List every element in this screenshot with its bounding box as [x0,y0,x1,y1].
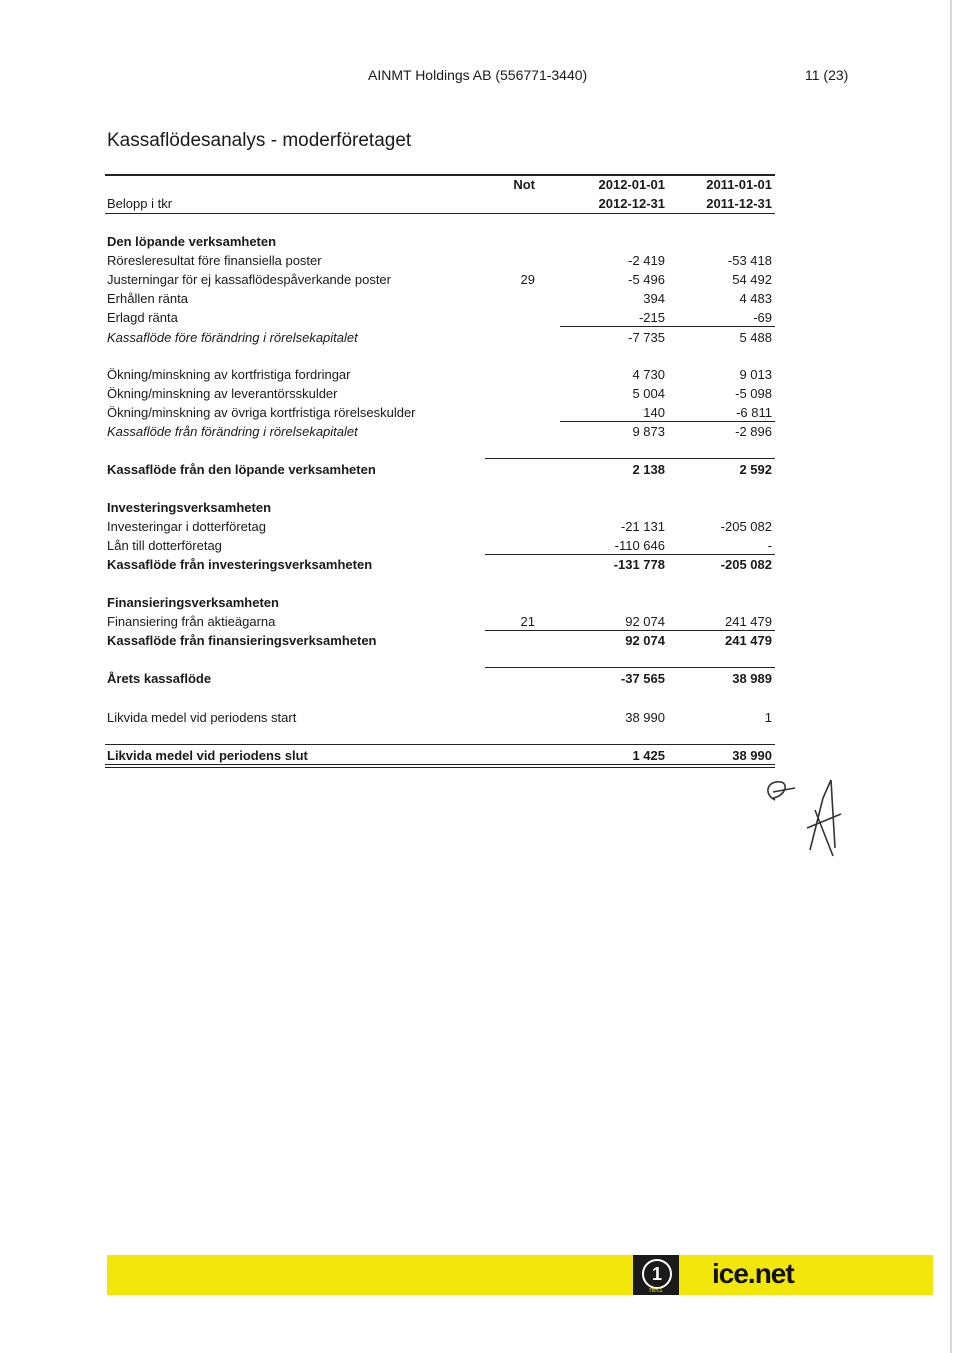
row-value-2011: 5 488 [739,330,772,345]
title-rule [105,174,775,176]
total-rule [105,744,775,745]
row-value-2011: -205 082 [720,519,772,534]
net1-logo [633,1255,679,1295]
row-label: Ökning/minskning av övriga kortfristiga rörelseskulder [107,405,416,420]
row-value-2012: -21 131 [620,519,665,534]
net1-logo-caption: net1 [649,1287,663,1294]
row-label: Kassaflöde från den löpande verksamheten [107,462,376,477]
row-value-2012: -215 [638,310,665,325]
col1-from: 2012-01-01 [598,177,665,192]
page-number: 11 (23) [805,67,849,83]
col2-to: 2011-12-31 [706,196,772,211]
row-label: Likvida medel vid periodens slut [107,748,308,763]
row-value-2012: -37 565 [620,671,665,686]
row-value-2012: 92 074 [625,633,665,648]
row-value-2011: 54 492 [732,272,772,287]
row-label: Kassaflöde från förändring i rörelsekapitalet [107,424,358,439]
icenet-logo: ice.net [712,1258,794,1289]
row-label: Kassaflöde från finansieringsverksamheten [107,633,377,648]
page-edge [950,0,952,1353]
row-value-2012: 5 004 [632,386,665,401]
subtotal-rule [485,630,775,631]
row-label: Justerningar för ej kassaflödespåverkande poster [107,272,391,287]
row-value-2012: 1 425 [632,748,665,763]
row-value-2012: -5 496 [628,272,665,287]
row-value-2012: 394 [643,291,665,306]
amount-label: Belopp i tkr [107,196,173,211]
row-value-2011: 241 479 [725,633,772,648]
subtotal-rule [560,326,775,327]
row-label: Årets kassaflöde [107,671,212,686]
row-label: Likvida medel vid periodens start [107,710,297,725]
total-rule [485,458,775,459]
row-value-2012: -110 646 [614,538,665,553]
row-value-2012: 92 074 [625,614,665,629]
row-label: Erhållen ränta [107,291,188,306]
col1-to: 2012-12-31 [598,196,665,211]
col2-from: 2011-01-01 [706,177,772,192]
row-label: Röresleresultat före finansiella poster [107,253,322,268]
net1-logo-number: 1 [642,1259,672,1289]
row-value-2012: 38 990 [625,710,665,725]
header-rule [105,213,775,214]
row-label: Ökning/minskning av kortfristiga fordringar [107,367,351,382]
row-label: Lån till dotterföretag [107,538,222,553]
row-value-2011: -205 082 [720,557,772,572]
section-heading: Finansieringsverksamheten [107,595,279,610]
row-label: Ökning/minskning av leverantörsskulder [107,386,338,401]
subtotal-rule [560,421,775,422]
row-value-2011: -2 896 [735,424,772,439]
note-column-header: Not [513,177,535,192]
row-label: Investeringar i dotterföretag [107,519,266,534]
company-header: AINMT Holdings AB (556771-3440) [368,67,588,83]
total-rule [485,667,775,668]
row-value-2011: - [767,538,772,553]
row-value-2011: 2 592 [739,462,772,477]
row-value-2011: 38 990 [732,748,772,763]
row-value-2012: 140 [643,405,665,420]
row-value-2011: 1 [764,710,772,725]
row-value-2011: -6 811 [736,405,772,420]
row-value-2012: 4 730 [632,367,665,382]
row-value-2011: -53 418 [727,253,772,268]
row-label: Erlagd ränta [107,310,178,325]
section-heading: Den löpande verksamheten [107,234,277,249]
section-heading: Investeringsverksamheten [107,500,272,515]
row-label: Finansiering från aktieägarna [107,614,276,629]
footer-brand-bar [107,1255,933,1295]
row-label: Kassaflöde före förändring i rörelsekapitalet [107,330,358,345]
double-rule [105,767,775,768]
row-value-2011: -5 098 [735,386,772,401]
row-value-2011: 241 479 [725,614,772,629]
row-value-2012: 9 873 [632,424,665,439]
row-note: 29 [520,272,535,287]
row-value-2012: 2 138 [632,462,665,477]
double-rule [105,764,775,765]
row-value-2011: 38 989 [732,671,772,686]
row-value-2012: -2 419 [628,253,665,268]
row-value-2011: 4 483 [739,291,772,306]
row-value-2011: 9 013 [739,367,772,382]
row-note: 21 [520,614,535,629]
page-title: Kassaflödesanalys - moderföretaget [107,130,412,151]
row-value-2011: -69 [753,310,772,325]
subtotal-rule [485,554,775,555]
row-value-2012: -7 735 [628,330,665,345]
row-value-2012: -131 778 [613,557,665,572]
row-label: Kassaflöde från investeringsverksamheten [107,557,373,572]
signature-initials [755,770,865,860]
